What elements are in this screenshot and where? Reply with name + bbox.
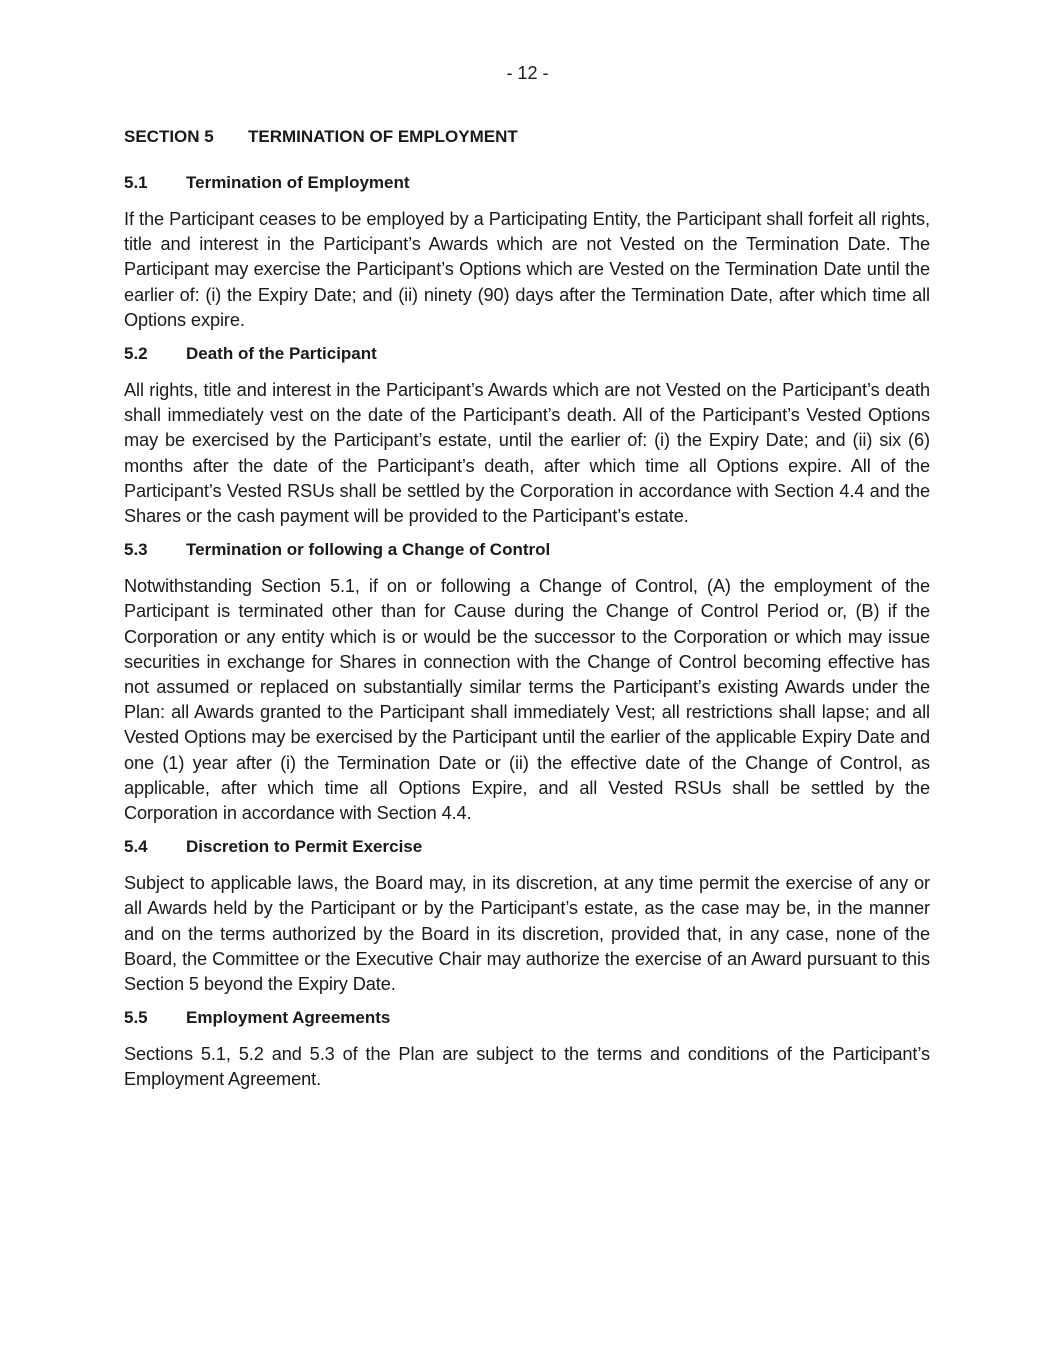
subsection-paragraph: Subject to applicable laws, the Board may, in its discretion, at any time permit the exercise of any or all Awards held by the Participant or by the Participant’s estate, as the case may be, in the manner and on the terms authorized by the Board in its discretion, provided that, in any case, none of the Board, the Committee or the Executive Chair may authorize the exercise of an Award pursuant to this Section 5 beyond the Expiry Date. (124, 873, 930, 995)
subsection-5-2 (124, 343, 930, 529)
subsection-number: 5.1 (124, 173, 148, 192)
subsection-5-4 (124, 836, 930, 997)
subsection-paragraph: If the Participant ceases to be employed by a Participating Entity, the Participant shall forfeit all rights, title and interest in the Participant’s Awards which are not Vested on the Termination Date. The Participant may exercise the Participant’s Options which are Vested on the Termination Date until the earlier of: (i) the Expiry Date; and (ii) ninety (90) days after the Termination Date, after which time all Options expire. (124, 209, 930, 330)
subsection-number: 5.5 (124, 1008, 148, 1028)
section-number: SECTION 5 (124, 127, 214, 146)
subsection-title: Termination or following a Change of Control (186, 540, 551, 560)
subsection-number: 5.2 (124, 344, 148, 364)
subsection-number: 5.4 (124, 837, 148, 857)
subsection-heading (124, 343, 930, 365)
section-heading (124, 126, 518, 148)
subsection-title: Termination of Employment (186, 173, 410, 192)
subsection-heading (124, 1007, 930, 1029)
subsection-number: 5.3 (124, 540, 148, 560)
subsection-5-1 (124, 172, 930, 333)
subsection-5-3 (124, 539, 930, 826)
section-title: TERMINATION OF EMPLOYMENT (248, 127, 518, 146)
subsection-heading (124, 836, 930, 858)
subsection-title: Discretion to Permit Exercise (186, 837, 423, 857)
subsection-paragraph: All rights, title and interest in the Participant’s Awards which are not Vested on the Participant’s death shall immediately vest on the date of the Participant’s death. All of the Participant’s Vested Options may be exercised by the Participant’s estate, until the earlier of: (i) the Expiry Date; and (ii) six (6) months after the date of the Participant’s death, after which time all Options expire. All of the Participant’s Vested RSUs shall be settled by the Corporation in accordance with Section 4.4 and the Shares or the cash payment will be provided to the Participant’s estate. (124, 380, 930, 527)
subsection-heading (124, 172, 930, 194)
section-body (124, 172, 930, 1103)
subsection-title: Employment Agreements (186, 1008, 391, 1028)
subsection-paragraph: Notwithstanding Section 5.1, if on or following a Change of Control, (A) the employment of the Participant is terminated other than for Cause during the Change of Control Period or, (B) if the Corporation or any entity which is or would be the successor to the Corporation or which may issue securities in exchange for Shares in connection with the Change of Control becoming effective has not assumed or replaced on substantially similar terms the Participant’s existing Awards under the Plan: all Awards granted to the Participant shall immediately Vest; all restrictions shall lapse; and all Vested Options may be exercised by the Participant until the earlier of the applicable Expiry Date and one (1) year after (i) the Termination Date or (ii) the effective date of the Change of Control, as applicable, after which time all Options Expire, and all Vested RSUs shall be settled by the Corporation in accordance with Section 4.4. (124, 576, 930, 824)
page-number: - 12 - (506, 63, 549, 83)
subsection-5-5 (124, 1007, 930, 1092)
subsection-title: Death of the Participant (186, 344, 377, 364)
subsection-paragraph: Sections 5.1, 5.2 and 5.3 of the Plan are subject to the terms and conditions of the Participant’s Employment Agreement. (124, 1044, 930, 1090)
subsection-heading (124, 539, 930, 561)
